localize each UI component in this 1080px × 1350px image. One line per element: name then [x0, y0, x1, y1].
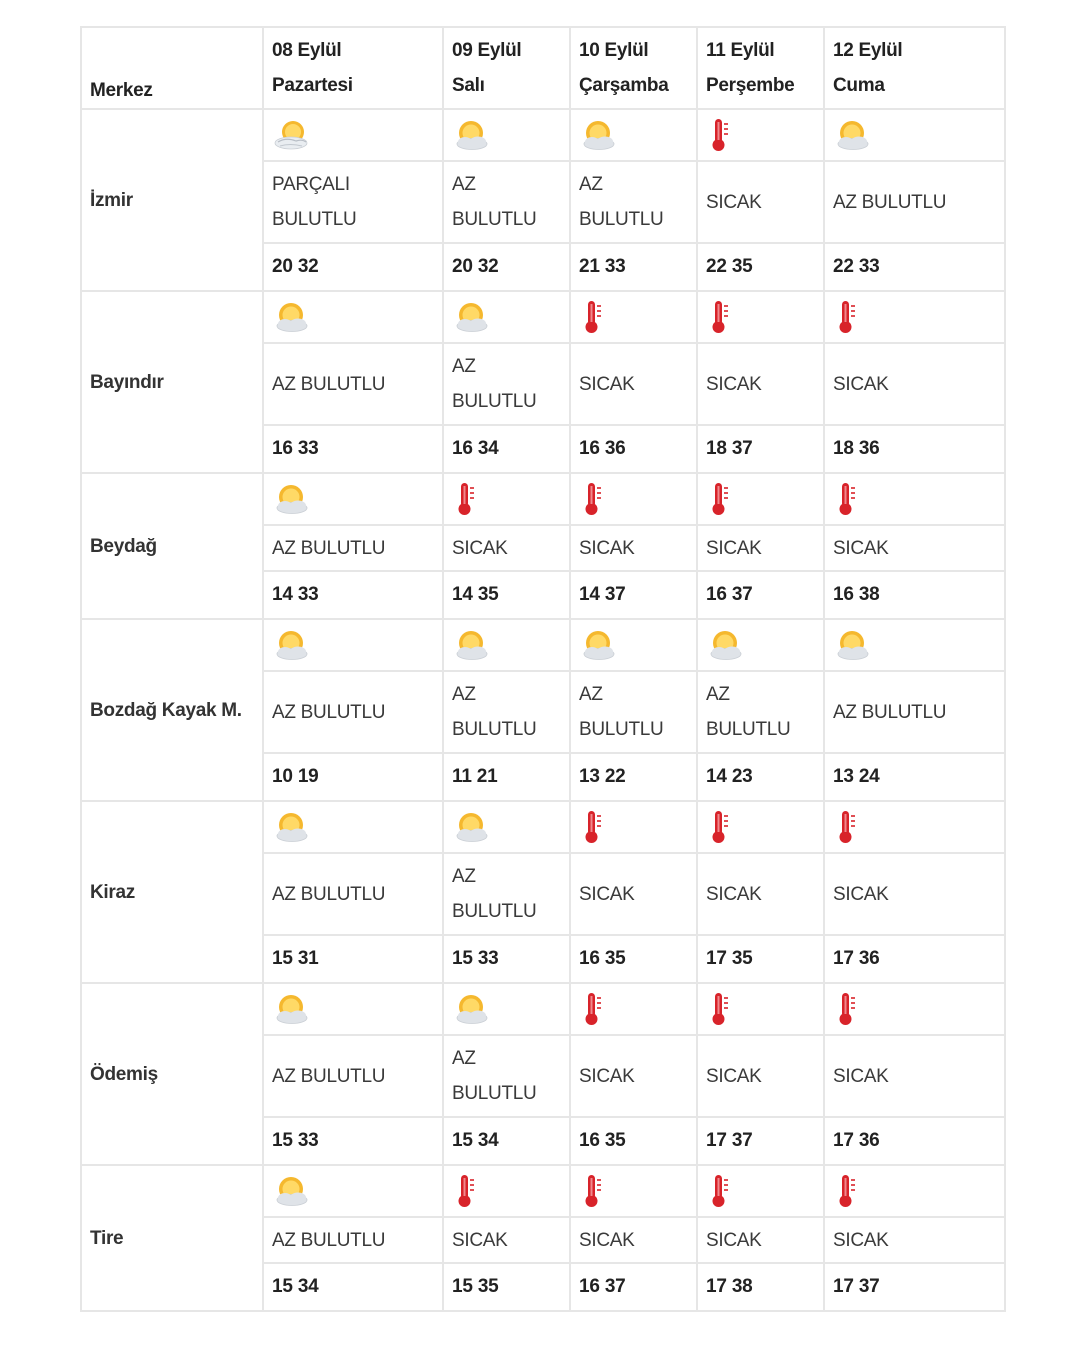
forecast-table-wrapper [80, 26, 1006, 1312]
condition-text: SICAK [833, 883, 889, 905]
weather-icon-cell [263, 109, 443, 161]
condition-cell [263, 1217, 443, 1263]
temperature-cell: 15 35 [443, 1263, 570, 1311]
temperature-cell: 15 34 [263, 1263, 443, 1311]
temperature-cell: 14 33 [263, 571, 443, 619]
condition-text: SICAK [706, 537, 762, 559]
temperature-cell: 16 35 [570, 935, 697, 983]
header-day-date: 11 Eylül [706, 40, 775, 61]
condition-text: AZ BULUTLU [833, 191, 947, 213]
condition-cell [263, 1035, 443, 1117]
sun-cloud-icon [272, 818, 312, 835]
icon-row [81, 109, 1005, 161]
condition-text: SICAK [579, 373, 635, 395]
icon-row [81, 619, 1005, 671]
condition-text: SICAK [579, 1229, 635, 1251]
condition-cell [570, 343, 697, 425]
condition-text: SICAK [452, 537, 508, 559]
condition-text: SICAK [706, 1229, 762, 1251]
weather-icon-cell [697, 801, 824, 853]
condition-text: AZ [452, 356, 476, 377]
condition-text: AZ [579, 174, 603, 195]
temperature-cell: 18 36 [824, 425, 1005, 473]
weather-icon-cell [443, 619, 570, 671]
sun-cloud-icon [579, 636, 619, 653]
temperature-cell: 17 38 [697, 1263, 824, 1311]
icon-row [81, 291, 1005, 343]
condition-text: AZ BULUTLU [272, 373, 386, 395]
temperature-cell: 10 19 [263, 753, 443, 801]
condition-text: BULUTLU [452, 391, 537, 412]
weather-icon-cell [263, 1165, 443, 1217]
thermometer-icon [579, 818, 619, 835]
condition-text: SICAK [833, 373, 889, 395]
condition-text: AZ BULUTLU [833, 701, 947, 723]
temperature-cell: 20 32 [443, 243, 570, 291]
header-day [443, 27, 570, 109]
condition-cell [824, 525, 1005, 571]
thermometer-icon [579, 308, 619, 325]
weather-icon-cell [443, 291, 570, 343]
sun-cloud-icon [272, 490, 312, 507]
header-day-weekday: Salı [452, 75, 485, 96]
condition-text: SICAK [706, 373, 762, 395]
condition-cell [697, 343, 824, 425]
condition-text: AZ BULUTLU [272, 701, 386, 723]
condition-text: BULUTLU [452, 719, 537, 740]
temperature-cell: 15 34 [443, 1117, 570, 1165]
weather-icon-cell [697, 1165, 824, 1217]
weather-icon-cell [824, 109, 1005, 161]
temperature-cell: 15 33 [263, 1117, 443, 1165]
sun-cloud-icon [452, 126, 492, 143]
header-day [570, 27, 697, 109]
temperature-cell: 16 36 [570, 425, 697, 473]
thermometer-icon [706, 1182, 746, 1199]
weather-icon-cell [697, 619, 824, 671]
condition-cell [443, 161, 570, 243]
thermometer-icon [833, 490, 873, 507]
thermometer-icon [452, 490, 492, 507]
sun-cloud-icon [272, 1000, 312, 1017]
condition-text: AZ [452, 174, 476, 195]
header-day [263, 27, 443, 109]
weather-icon-cell [443, 1165, 570, 1217]
thermometer-icon [452, 1182, 492, 1199]
weather-icon-cell [263, 801, 443, 853]
condition-cell [570, 1217, 697, 1263]
temperature-cell: 13 22 [570, 753, 697, 801]
header-day-weekday: Perşembe [706, 75, 795, 96]
condition-cell [824, 343, 1005, 425]
condition-text: BULUTLU [452, 1083, 537, 1104]
thermometer-icon [706, 818, 746, 835]
temperature-cell: 11 21 [443, 753, 570, 801]
weather-icon-cell [443, 109, 570, 161]
sun-cloud-icon [452, 1000, 492, 1017]
thermometer-icon [706, 1000, 746, 1017]
temperature-cell: 13 24 [824, 753, 1005, 801]
icon-row [81, 801, 1005, 853]
condition-text: AZ BULUTLU [272, 1229, 386, 1251]
sun-cloud-icon [452, 308, 492, 325]
weather-icon-cell [697, 983, 824, 1035]
thermometer-icon [833, 818, 873, 835]
temperature-cell: 16 34 [443, 425, 570, 473]
header-day-date: 10 Eylül [579, 40, 649, 61]
weather-icon-cell [570, 619, 697, 671]
weather-icon-cell [570, 983, 697, 1035]
temperature-cell: 16 37 [697, 571, 824, 619]
condition-cell [824, 1035, 1005, 1117]
condition-text: SICAK [579, 1065, 635, 1087]
icon-row [81, 1165, 1005, 1217]
icon-row [81, 983, 1005, 1035]
sun-cloud-icon [706, 636, 746, 653]
condition-cell [263, 853, 443, 935]
condition-text: SICAK [706, 883, 762, 905]
temperature-cell: 17 36 [824, 1117, 1005, 1165]
condition-text: PARÇALI [272, 174, 350, 195]
sun-cloud-icon [272, 1182, 312, 1199]
condition-cell [697, 161, 824, 243]
temperature-cell: 16 33 [263, 425, 443, 473]
header-day-date: 12 Eylül [833, 40, 903, 61]
condition-cell [263, 525, 443, 571]
thermometer-icon [706, 126, 746, 143]
weather-icon-cell [697, 473, 824, 525]
header-day-date: 08 Eylül [272, 40, 342, 61]
sun-cloud-icon [272, 636, 312, 653]
city-name: Tire [81, 1165, 263, 1311]
weather-icon-cell [824, 473, 1005, 525]
weather-icon-cell [570, 473, 697, 525]
condition-cell [570, 853, 697, 935]
temperature-cell: 22 35 [697, 243, 824, 291]
condition-cell [824, 671, 1005, 753]
weather-icon-cell [570, 291, 697, 343]
forecast-body [81, 109, 1005, 1311]
condition-cell [697, 853, 824, 935]
thermometer-icon [833, 308, 873, 325]
condition-cell [443, 1035, 570, 1117]
condition-cell [443, 1217, 570, 1263]
condition-cell [697, 525, 824, 571]
temperature-cell: 17 36 [824, 935, 1005, 983]
condition-text: AZ [452, 866, 476, 887]
thermometer-icon [579, 1000, 619, 1017]
condition-cell [570, 671, 697, 753]
condition-text: SICAK [706, 191, 762, 213]
condition-cell [443, 853, 570, 935]
temperature-cell: 18 37 [697, 425, 824, 473]
weather-icon-cell [443, 801, 570, 853]
condition-text: SICAK [706, 1065, 762, 1087]
temperature-cell: 15 33 [443, 935, 570, 983]
condition-text: SICAK [452, 1229, 508, 1251]
header-day [824, 27, 1005, 109]
condition-text: AZ [452, 684, 476, 705]
weather-icon-cell [570, 1165, 697, 1217]
thermometer-icon [833, 1000, 873, 1017]
temperature-cell: 17 35 [697, 935, 824, 983]
sun-cloud-icon [833, 636, 873, 653]
temperature-cell: 16 35 [570, 1117, 697, 1165]
city-name: Ödemiş [81, 983, 263, 1165]
sun-cloud-icon [833, 126, 873, 143]
condition-cell [824, 853, 1005, 935]
condition-text: BULUTLU [272, 209, 357, 230]
weather-icon-cell [570, 109, 697, 161]
weather-icon-cell [824, 801, 1005, 853]
temperature-cell: 17 37 [824, 1263, 1005, 1311]
condition-cell [570, 1035, 697, 1117]
thermometer-icon [706, 308, 746, 325]
condition-text: AZ [452, 1048, 476, 1069]
icon-row [81, 473, 1005, 525]
condition-text: BULUTLU [706, 719, 791, 740]
sun-cloud-icon [272, 308, 312, 325]
condition-text: AZ BULUTLU [272, 1065, 386, 1087]
weather-icon-cell [263, 983, 443, 1035]
temperature-cell: 14 23 [697, 753, 824, 801]
temperature-cell: 14 37 [570, 571, 697, 619]
city-name: Bayındır [81, 291, 263, 473]
temperature-cell: 16 37 [570, 1263, 697, 1311]
temperature-cell: 16 38 [824, 571, 1005, 619]
condition-cell [697, 1217, 824, 1263]
condition-cell [570, 525, 697, 571]
temperature-cell: 15 31 [263, 935, 443, 983]
weather-icon-cell [697, 291, 824, 343]
condition-text: SICAK [833, 1229, 889, 1251]
thermometer-icon [579, 1182, 619, 1199]
condition-cell [443, 343, 570, 425]
condition-text: BULUTLU [579, 209, 664, 230]
condition-text: BULUTLU [579, 719, 664, 740]
weather-icon-cell [263, 473, 443, 525]
condition-cell [263, 161, 443, 243]
condition-text: AZ [579, 684, 603, 705]
sun-cloud-icon [579, 126, 619, 143]
header-day-weekday: Pazartesi [272, 75, 353, 96]
header-day [697, 27, 824, 109]
weather-icon-cell [824, 291, 1005, 343]
condition-text: BULUTLU [452, 901, 537, 922]
condition-cell [697, 671, 824, 753]
city-name: Beydağ [81, 473, 263, 619]
condition-text: AZ [706, 684, 730, 705]
condition-text: SICAK [833, 1065, 889, 1087]
condition-text: SICAK [833, 537, 889, 559]
weather-icon-cell [697, 109, 824, 161]
condition-cell [824, 161, 1005, 243]
header-day-date: 09 Eylül [452, 40, 522, 61]
condition-cell [263, 343, 443, 425]
weather-icon-cell [824, 1165, 1005, 1217]
condition-text: BULUTLU [452, 209, 537, 230]
temperature-cell: 20 32 [263, 243, 443, 291]
city-name: Bozdağ Kayak M. [81, 619, 263, 801]
condition-cell [263, 671, 443, 753]
temperature-cell: 17 37 [697, 1117, 824, 1165]
header-day-weekday: Cuma [833, 75, 885, 96]
weather-icon-cell [443, 473, 570, 525]
city-name: Kiraz [81, 801, 263, 983]
weather-icon-cell [824, 983, 1005, 1035]
condition-cell [697, 1035, 824, 1117]
partly-cloudy-icon [272, 126, 312, 143]
condition-text: SICAK [579, 537, 635, 559]
thermometer-icon [833, 1182, 873, 1199]
condition-cell [570, 161, 697, 243]
sun-cloud-icon [452, 818, 492, 835]
city-name: İzmir [81, 109, 263, 291]
temperature-cell: 14 35 [443, 571, 570, 619]
condition-cell [443, 671, 570, 753]
header-merkez: Merkez [81, 27, 263, 109]
thermometer-icon [706, 490, 746, 507]
condition-text: AZ BULUTLU [272, 883, 386, 905]
weather-icon-cell [443, 983, 570, 1035]
thermometer-icon [579, 490, 619, 507]
condition-text: SICAK [579, 883, 635, 905]
weather-icon-cell [570, 801, 697, 853]
condition-text: AZ BULUTLU [272, 537, 386, 559]
condition-cell [443, 525, 570, 571]
header-row [81, 27, 1005, 109]
temperature-cell: 22 33 [824, 243, 1005, 291]
weather-icon-cell [263, 291, 443, 343]
weather-icon-cell [824, 619, 1005, 671]
temperature-cell: 21 33 [570, 243, 697, 291]
weather-icon-cell [263, 619, 443, 671]
header-day-weekday: Çarşamba [579, 75, 669, 96]
condition-cell [824, 1217, 1005, 1263]
forecast-table [80, 26, 1006, 1312]
sun-cloud-icon [452, 636, 492, 653]
